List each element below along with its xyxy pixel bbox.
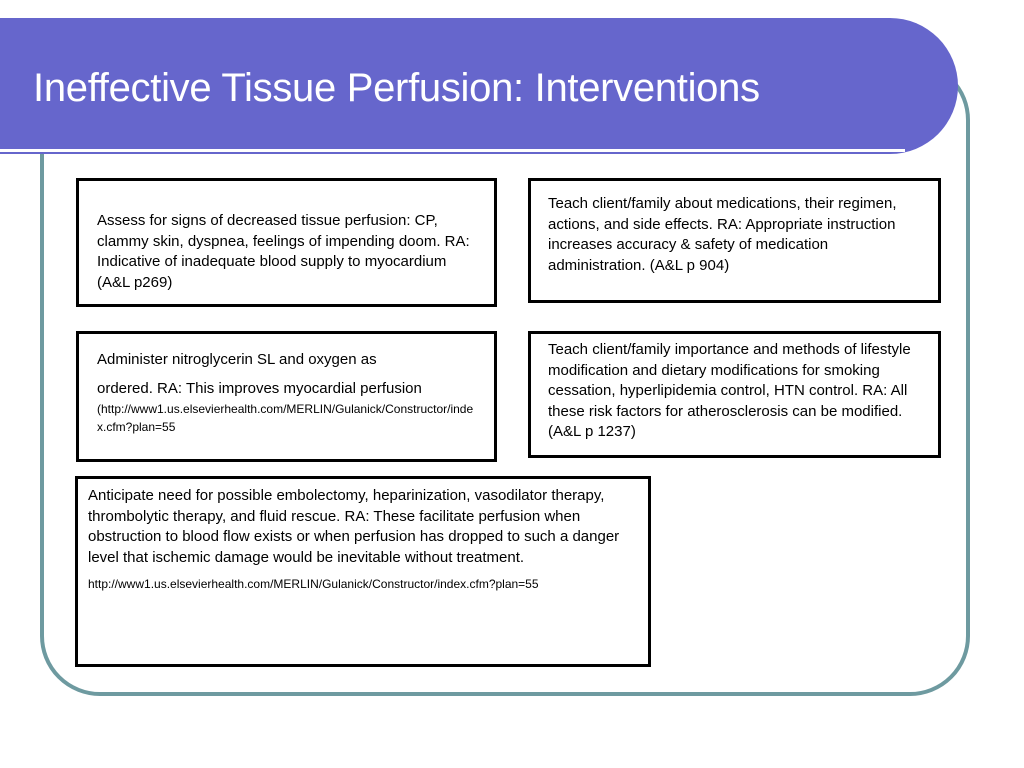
assess-perfusion-text: Assess for signs of decreased tissue perfusion: CP, clammy skin, dyspnea, feelings of impending doom. RA: Indicative of inadequate blood supply to myocardium (A&L p269) bbox=[97, 212, 470, 291]
anticipate-interventions-text: Anticipate need for possible embolectomy, heparinization, vasodilator therapy, thrombolytic therapy, and fluid rescue. RA: These facilitate perfusion when obstruction to blood flow exists or when perfusion has dropped to such a danger level that ischemic damage would be inevitable without treatment. bbox=[88, 487, 620, 566]
teach-medications-text: Teach client/family about medications, their regimen, actions, and side effects. RA: Appropriate instruction increases accuracy & safety of medication administration. (A&L p 904) bbox=[548, 195, 897, 274]
administer-nitroglycerin-line-2: ordered. RA: This improves myocardial perfusion bbox=[97, 380, 422, 397]
anticipate-interventions-reference-link[interactable]: http://www1.us.elsevierhealth.com/MERLIN/Gulanick/Constructor/index.cfm?plan=55 bbox=[88, 577, 539, 591]
teach-medications-box bbox=[528, 178, 941, 303]
administer-nitroglycerin-reference-link[interactable]: (http://www1.us.elsevierhealth.com/MERLIN/Gulanick/Constructor/index.cfm?plan=55 bbox=[97, 402, 474, 434]
slide-title: Ineffective Tissue Perfusion: Interventions bbox=[33, 66, 760, 110]
assess-perfusion-box bbox=[76, 178, 497, 307]
title-bar bbox=[0, 18, 958, 154]
anticipate-interventions-box bbox=[75, 476, 651, 667]
teach-lifestyle-text: Teach client/family importance and methods of lifestyle modification and dietary modifications for smoking cessation, hyperlipidemia control, HTN control. RA: All these risk factors for atherosclerosis can be modified. (A&L p 1237) bbox=[548, 341, 911, 440]
title-underline bbox=[0, 149, 905, 152]
administer-nitroglycerin-box bbox=[76, 331, 497, 462]
teach-lifestyle-box bbox=[528, 331, 941, 458]
administer-nitroglycerin-line-1: Administer nitroglycerin SL and oxygen as bbox=[97, 351, 377, 368]
